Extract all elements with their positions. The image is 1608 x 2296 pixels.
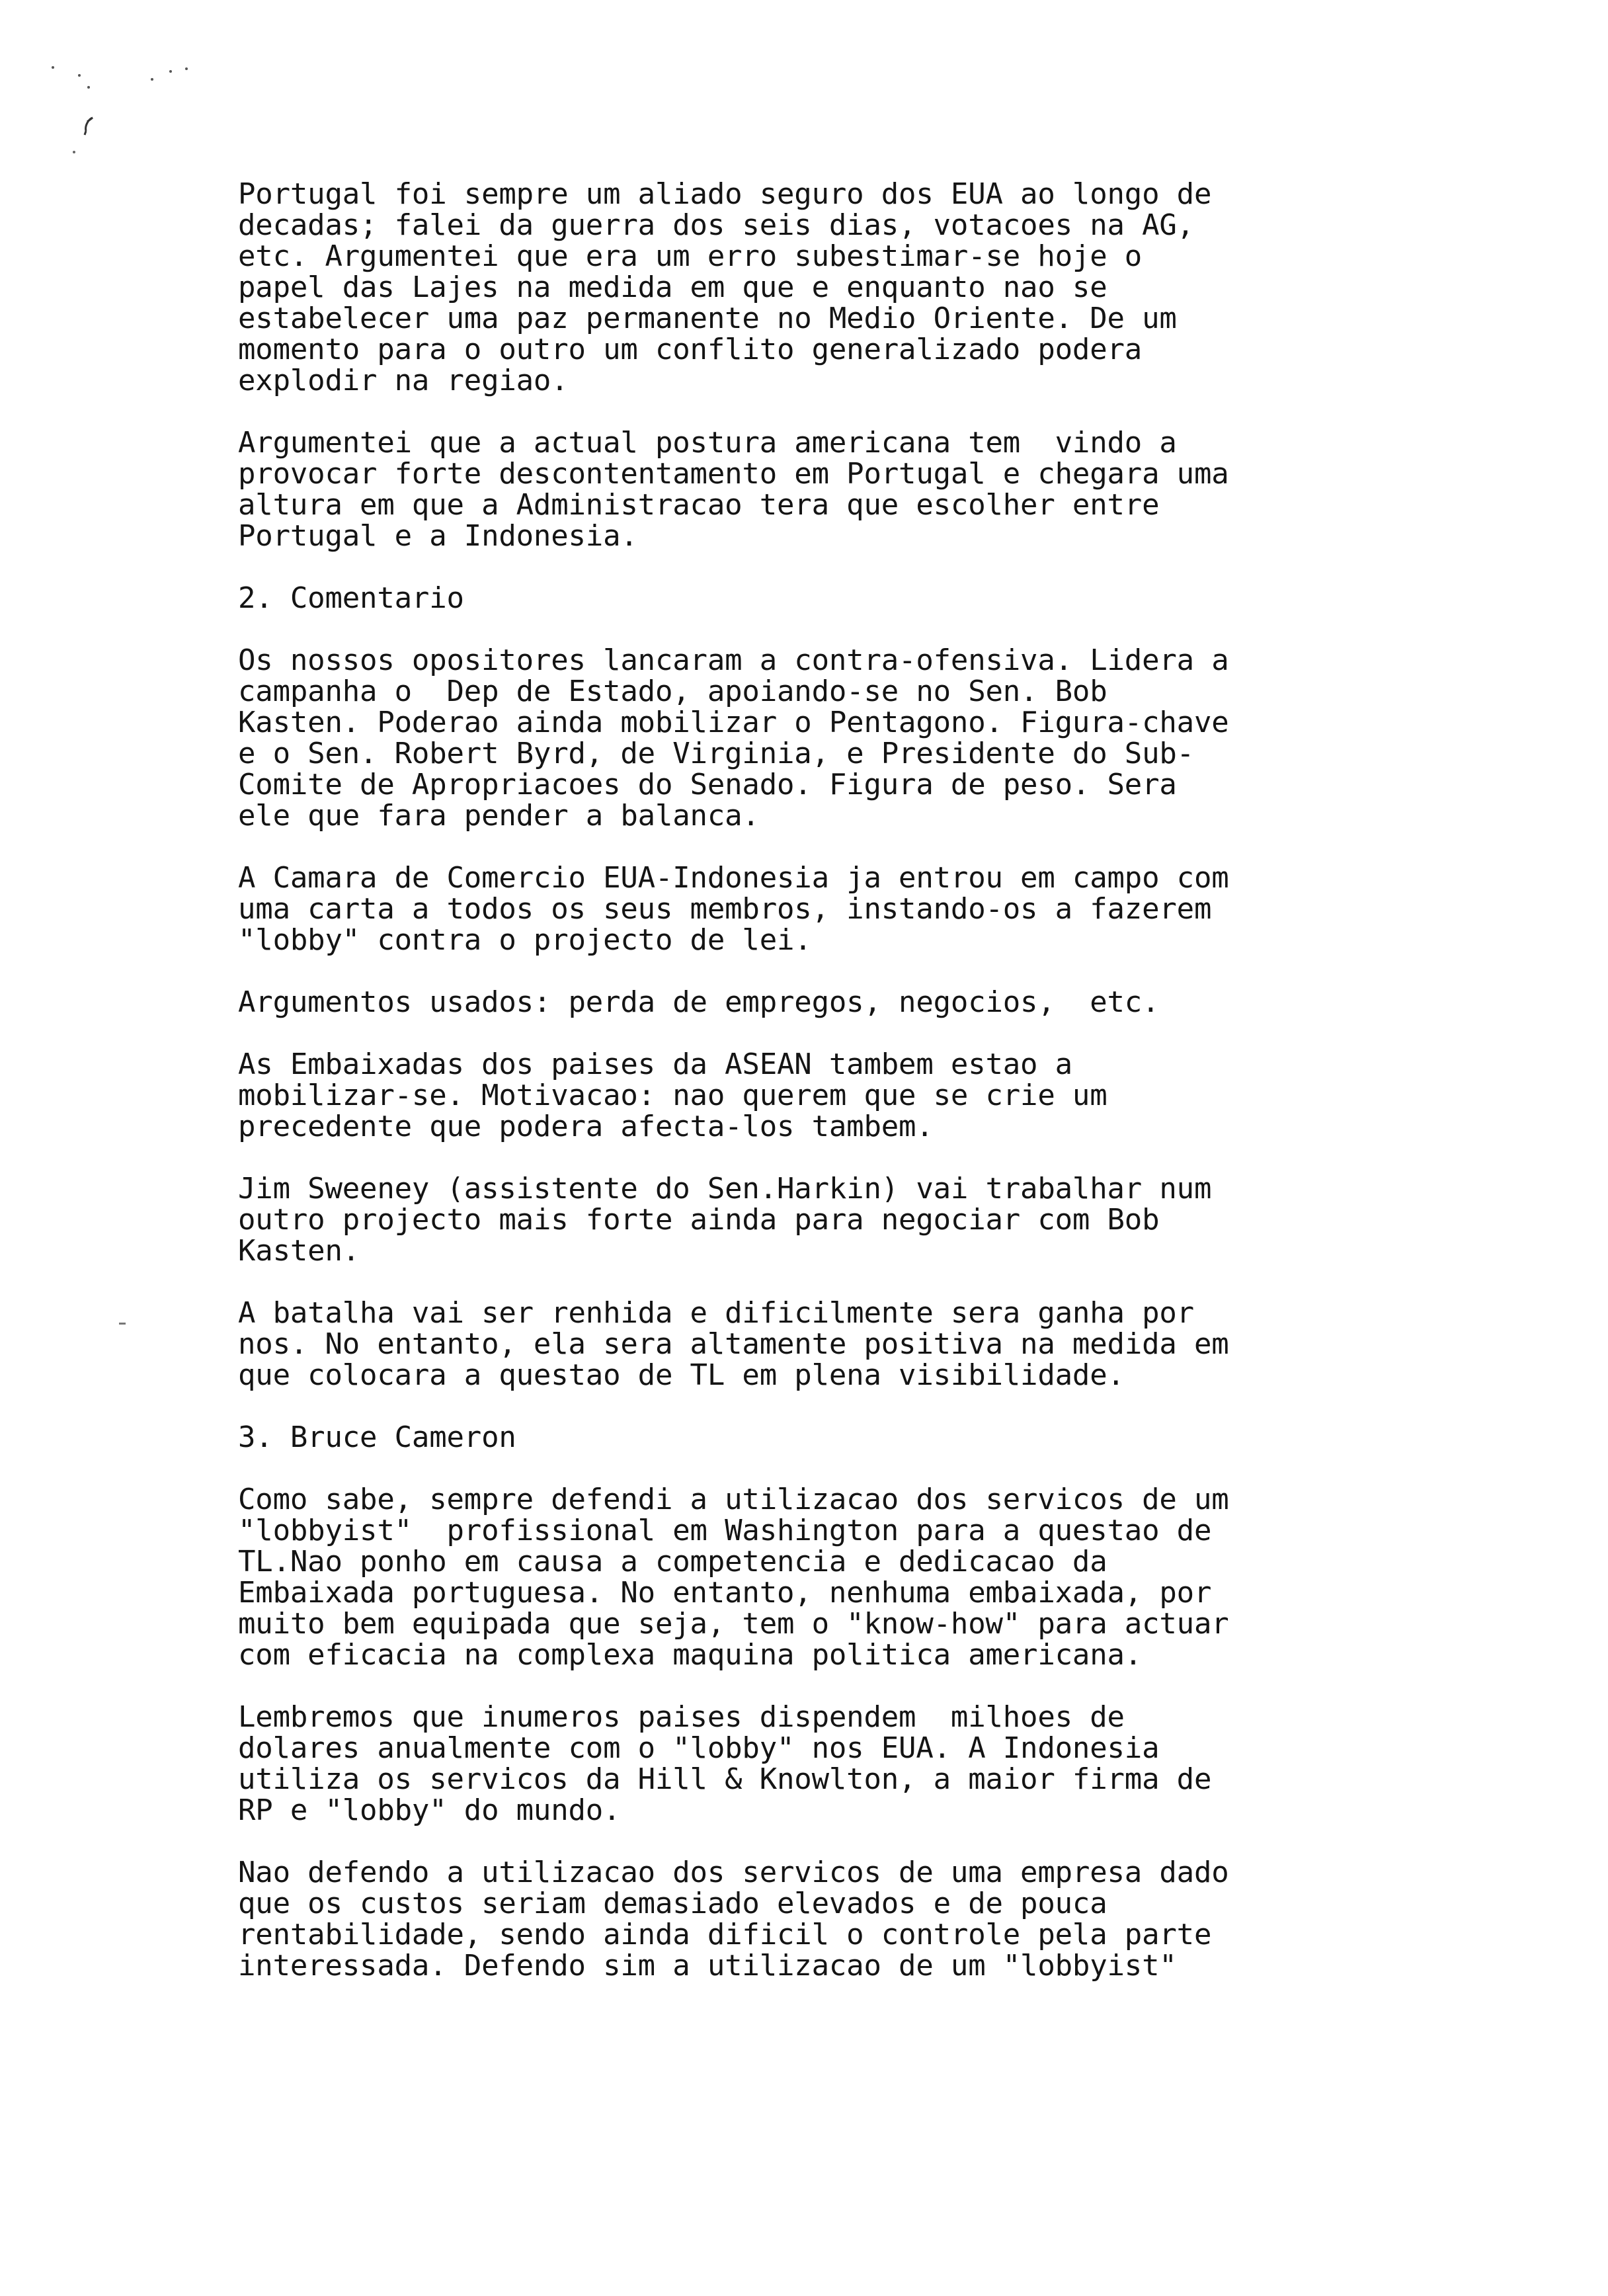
text-line: mobilizar-se. Motivacao: nao querem que se crie um	[238, 1079, 1107, 1112]
text-line: explodir na regiao.	[238, 364, 569, 397]
text-line: ele que fara pender a balanca.	[238, 799, 760, 833]
text-line: altura em que a Administracao tera que escolher entre	[238, 488, 1160, 522]
paragraph	[238, 1049, 1494, 1142]
text-line: outro projecto mais forte ainda para negociar com Bob	[238, 1203, 1160, 1237]
text-line: As Embaixadas dos paises da ASEAN tambem estao a	[238, 1047, 1072, 1081]
paragraph	[238, 1702, 1494, 1826]
scan-mark	[119, 1323, 126, 1325]
text-line: decadas; falei da guerra dos seis dias, votacoes na AG,	[238, 208, 1194, 242]
text-line: que colocara a questao de TL em plena visibilidade.	[238, 1358, 1125, 1392]
text-line: Nao defendo a utilizacao dos servicos de uma empresa dado	[238, 1856, 1229, 1889]
text-line: etc. Argumentei que era um erro subestimar-se hoje o	[238, 239, 1143, 273]
paragraph	[238, 1484, 1494, 1670]
paragraph	[238, 179, 1494, 396]
text-line: que os custos seriam demasiado elevados e de pouca	[238, 1887, 1107, 1920]
paragraph	[238, 987, 1494, 1018]
text-line: utiliza os servicos da Hill & Knowlton, a maior firma de	[238, 1762, 1212, 1796]
text-line: Jim Sweeney (assistente do Sen.Harkin) vai trabalhar num	[238, 1172, 1212, 1206]
text-line: papel das Lajes na medida em que e enquanto nao se	[238, 270, 1107, 304]
paragraph	[238, 1173, 1494, 1266]
text-line: RP e "lobby" do mundo.	[238, 1793, 621, 1827]
text-line: A batalha vai ser renhida e dificilmente sera ganha por	[238, 1296, 1194, 1330]
text-line: provocar forte descontentamento em Portugal e chegara uma	[238, 457, 1229, 491]
paragraph	[238, 645, 1494, 831]
text-line: Os nossos opositores lancaram a contra-ofensiva. Lidera a	[238, 643, 1229, 677]
document-body	[238, 179, 1494, 2012]
text-line: rentabilidade, sendo ainda dificil o controle pela parte	[238, 1918, 1212, 1951]
section-heading: 2. Comentario	[238, 581, 464, 615]
text-line: Como sabe, sempre defendi a utilizacao dos servicos de um	[238, 1483, 1229, 1516]
text-line: nos. No entanto, ela sera altamente positiva na medida em	[238, 1327, 1229, 1361]
text-line: TL.Nao ponho em causa a competencia e dedicacao da	[238, 1545, 1107, 1578]
paragraph	[238, 427, 1494, 552]
text-line: Kasten. Poderao ainda mobilizar o Pentagono. Figura-chave	[238, 706, 1229, 739]
text-line: Embaixada portuguesa. No entanto, nenhuma embaixada, por	[238, 1576, 1212, 1610]
text-line: muito bem equipada que seja, tem o "know-how" para actuar	[238, 1607, 1229, 1641]
section-heading: 3. Bruce Cameron	[238, 1420, 516, 1454]
text-line: "lobbyist" profissional em Washington para a questao de	[238, 1514, 1212, 1547]
text-line: Lembremos que inumeros paises dispendem milhoes de	[238, 1700, 1125, 1734]
text-line: Argumentos usados: perda de empregos, negocios, etc.	[238, 985, 1160, 1019]
text-line: Kasten.	[238, 1234, 360, 1268]
text-line: com eficacia na complexa maquina politica americana.	[238, 1638, 1143, 1672]
text-line: Portugal foi sempre um aliado seguro dos EUA ao longo de	[238, 177, 1212, 211]
text-line: Comite de Apropriacoes do Senado. Figura de peso. Sera	[238, 768, 1177, 801]
text-line: precedente que podera afecta-los tambem.	[238, 1110, 934, 1143]
paragraph	[238, 1857, 1494, 1981]
text-line: uma carta a todos os seus membros, instando-os a fazerem	[238, 892, 1212, 926]
text-line: momento para o outro um conflito generalizado podera	[238, 333, 1143, 366]
text-line: dolares anualmente com o "lobby" nos EUA. A Indonesia	[238, 1731, 1160, 1765]
text-line: campanha o Dep de Estado, apoiando-se no Sen. Bob	[238, 675, 1107, 708]
paragraph	[238, 862, 1494, 956]
text-line: "lobby" contra o projecto de lei.	[238, 923, 812, 957]
text-line: Portugal e a Indonesia.	[238, 519, 638, 553]
scan-specks	[40, 53, 212, 172]
paragraph	[238, 1297, 1494, 1391]
text-line: interessada. Defendo sim a utilizacao de um "lobbyist"	[238, 1949, 1177, 1983]
text-line: Argumentei que a actual postura americana tem vindo a	[238, 426, 1177, 460]
text-line: A Camara de Comercio EUA-Indonesia ja entrou em campo com	[238, 861, 1229, 895]
text-line: e o Sen. Robert Byrd, de Virginia, e Presidente do Sub-	[238, 737, 1194, 770]
text-line: estabelecer uma paz permanente no Medio Oriente. De um	[238, 302, 1177, 335]
